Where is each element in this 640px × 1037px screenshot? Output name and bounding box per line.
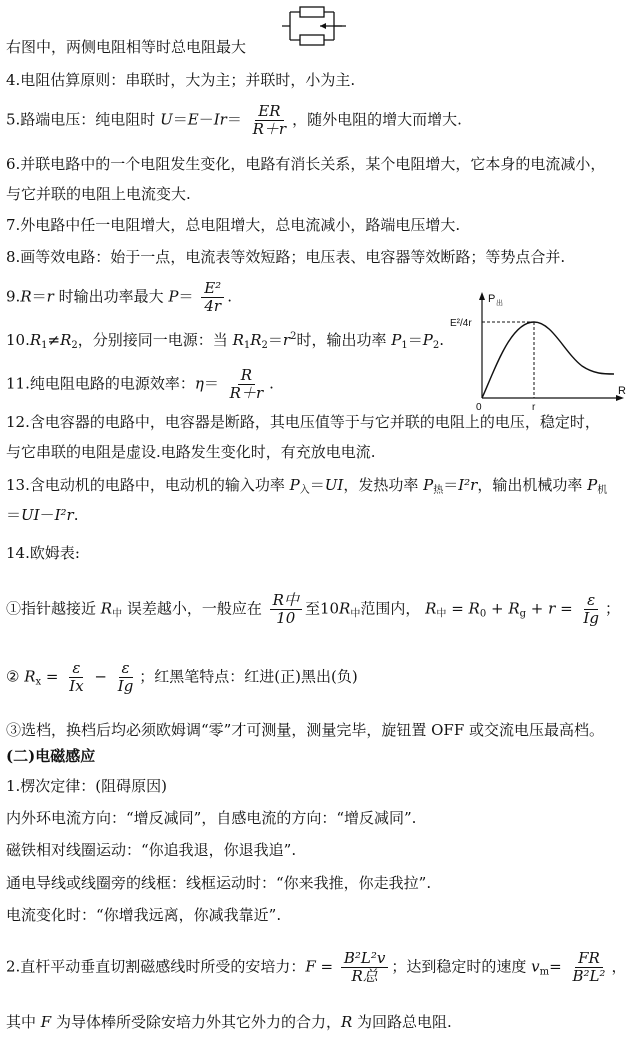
fraction: $\frac{\varepsilon}{Ix}$ <box>69 659 84 695</box>
text-line-lenz-3: 通电导线或线圈旁的线框：线框运动时：“你来我推，你走我拉”. <box>6 874 432 892</box>
text-line-lenz-1: 内外环电流方向：“增反减同”，自感电流的方向：“增反减同”. <box>6 809 417 827</box>
text-line-lenz-2: 磁铁相对线圈运动：“你追我退，你退我追”. <box>6 841 297 859</box>
text-line-14: 14.欧姆表: <box>6 544 80 562</box>
text-line-13a: 13.含电动机的电路中，电动机的输入功率 $P_入=UI$，发热功率 $P_热=I^2r$，输出机械功率 $P_机$ <box>6 476 608 496</box>
graph-peak-label: E²/4r <box>450 318 472 329</box>
fraction: $\frac{\text{B²L²v}}{\text{R总}}$ <box>341 950 388 985</box>
text-line-12a: 12.含电容器的电路中，电容器是断路，其电压值等于与它并联的电阻上的电压，稳定时， <box>6 413 600 431</box>
text-line-12b: 与它串联的电阻是虚设.电路发生变化时，有充放电电流. <box>6 443 376 461</box>
text-line-8: 8.画等效电路：始于一点，电流表等效短路；电压表、电容器等效断路；等势点合并. <box>6 248 566 266</box>
text-line-6a: 6.并联电路中的一个电阻发生变化，电路有消长关系，某个电阻增大，它本身的电流减小， <box>6 155 606 173</box>
text-line-ampere: 2.直杆平动垂直切割磁感线时所受的安培力：F = $\frac{\text{B²L²v}}{\text{R总}}$ ；达到稳定时的速度 $v_m=$ $\frac{FR}{\text{B²L²}}$ ， <box>6 949 627 985</box>
graph-xlabel: R <box>618 385 626 397</box>
power-curve <box>482 322 614 398</box>
graph-ylabel: P <box>488 293 496 305</box>
text-line-10: $10.R_1\ne R_2$，分别接同一电源：当 $R_1R_2=r^2$时，输出功率 $P_1=P_2$. <box>6 331 444 351</box>
ohmmeter-point-3: ③选档，换档后均必须欧姆调“零”才可测量，测量完毕，旋钮置 OFF 或交流电压最高档。 <box>6 721 604 739</box>
text-line-6b: 与它并联的电阻上电流变大. <box>6 185 191 203</box>
text-line-13b: ＝UI－I²r. <box>6 506 79 524</box>
ohmmeter-point-2: ② $R_x$ = $\frac{\varepsilon}{Ix}$ − $\frac{\varepsilon}{Ig}$ ；红黑笔特点：红进(正)黑出(负) <box>6 659 358 695</box>
text-line-circuit: 右图中，两侧电阻相等时总电阻最大 <box>6 38 247 56</box>
fraction: $\frac{ER}{R+r}$ <box>252 102 287 138</box>
text-line-7: 7.外电路中任一电阻增大，总电阻增大，总电流减小，路端电压增大. <box>6 216 461 234</box>
graph-ylabel-sub: 出 <box>496 300 503 307</box>
fraction: $\frac{\text{R中}}{10}$ <box>270 592 302 627</box>
fraction: $\frac{FR}{\text{B²L²}}$ <box>572 949 606 985</box>
graph-xtick-r: r <box>532 402 536 412</box>
circuit-diagram <box>276 4 348 48</box>
fraction: $\frac{\varepsilon}{Ig}$ <box>117 659 134 695</box>
text-line-lenz: 1.楞次定律：(阻碍原因) <box>6 777 168 795</box>
text-line-4: 4.电阻估算原则：串联时，大为主；并联时，小为主. <box>6 71 356 89</box>
text-line-9: 9.R＝r 时输出功率最大 P＝ $\frac{\text{E²}}{4r}$ . <box>6 279 232 315</box>
text-line-11: 11.纯电阻电路的电源效率：η＝ $\frac{R}{R+r}$ . <box>6 366 274 402</box>
text-line-note: 其中 F 为导体棒所受除安培力外其它外力的合力，R 为回路总电阻. <box>6 1013 452 1031</box>
fraction: $\frac{\varepsilon}{Ig}$ <box>583 591 599 627</box>
section-heading: (二)电磁感应 <box>6 747 96 765</box>
graph-origin: 0 <box>476 402 482 412</box>
text-line-5: 5.路端电压：纯电阻时 U＝E－Ir＝ $\frac{ER}{R+r}$ ，随外电阻的增大而增大. <box>6 102 462 138</box>
fraction: $\frac{\text{E²}}{4r}$ <box>201 280 224 315</box>
ohmmeter-point-1: ①指针越接近 $R_中$ 误差越小，一般应在 $\frac{\text{R中}}{10}$ 至$10R_中$范围内， $R_中 = R_0 + R_g + r$ = $\frac{\varepsilon}{Ig}$ ； <box>6 591 620 627</box>
text-line-lenz-4: 电流变化时：“你增我远离，你减我靠近”. <box>6 906 282 924</box>
fraction: $\frac{R}{R+r}$ <box>229 366 264 402</box>
power-resistance-graph <box>448 290 634 412</box>
